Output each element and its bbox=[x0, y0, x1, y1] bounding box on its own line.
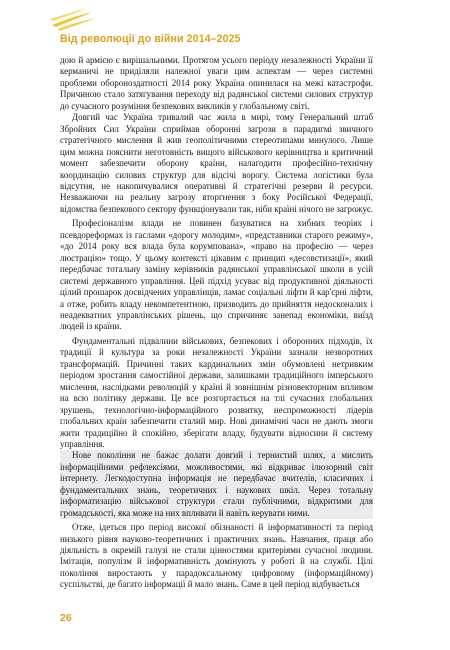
paragraph: Фундаментальні підвалини військових, безпекових і оборонних підходів, їх традиції й культура за роки незалежності України зазнали незворотних трансформацій. Причинні таких кардинальних змін обумовлені нетривким періодом зростання самостійної держави, залишками традиційного імперського мислення, наслідками революцій у країні й зовнішнім різновекторним впливом на всю політику держави. Це все розгортається на тлі сучасних глобальних зрушень, технологічно-інформаційного розвитку, неспроможності лідерів глобальних країн забезпечити сталий мир. Нові динамічні часи не дають змоги жити традиційно й спокійно, зберігати владу, будувати відносини й систему управління. bbox=[60, 335, 373, 449]
paragraph: Отже, ідеться про період високої обізнаності й інформативності та період низького рівня науково-теоретичних і практичних знань. Навчання, праця або діяльність в окремій галузі не стали цінностями критеріями сучасної людини. Імітація, популізм й інформативність домінують у роботі й на службі. Цілі покоління виростають у парадоксальному цифровому (інформаційному) суспільстві, де багато інформації й мало знань. Саме в цей період відбувається bbox=[60, 522, 373, 590]
paragraph: Професіоналізм влади не повинен базуватися на хибних теоріях і псевдореформах із гаслами «дорогу молодим», «представники старого режиму», «до 2014 року вся влада була корумпована», «право на професію — через люстрацію» тощо. У цьому контексті цікавим є принцип «десовєтизації», який передбачає тотальну заміну керівників радянської управлінської школи в усій системі державного управління. Цей підхід усуває від продуктивної діяльності цілий прошарок досвідчених управлінців, ламає соціальні ліфти й кар'єрні ліфти, а отже, робить владу некомпетентною, призводить до прийняття недосконалих і неадекватних управлінських рішень, що спричиняє занепад економіки, виїзд людей із країни. bbox=[60, 218, 373, 332]
running-title: Від революції до війни 2014–2025 bbox=[60, 33, 241, 45]
paragraph: Довгий час Україна тривалий час жила в мирі, тому Генеральний штаб Збройних Сил України сприймав оборонні загрози в парадигмі звичного стратегічного мислення й жив геополітичними стереотипами минулого. Лише цим можна пояснити неготовність вищого військового керівництва в критичний момент забезпечити оборону країни, налагодити професійно-технічну координацію силових структур для відсічі ворогу. Система логістики була відсутня, не накопичувалися оперативні й стратегічні резерви й ресурси. Незважаючи на реальну загрозу вторгнення з боку Російської Федерації, відомства безпекового сектору функціонували так, ніби країні нічого не загрожує. bbox=[60, 112, 373, 214]
body-text bbox=[60, 55, 373, 591]
flame-stroke-logo-icon bbox=[48, 3, 100, 33]
page-number: 26 bbox=[60, 612, 72, 624]
page-header bbox=[0, 0, 450, 52]
paragraph: дою й армією є вирішальними. Протягом усього періоду незалежності України її керманичі не приділяли належної уваги цим аспектам — через системні проблеми обороноздатності 2014 року Україна опинилася на межі катастрофи. Причиною стало затягування переходу від радянської системи силових структур до сучасного розуміння безпекових викликів у глобальному світі. bbox=[60, 55, 373, 111]
paragraph: Нове покоління не бажає долати довгий і тернистий шлях, а мислить інформаційними рефлексіями, можливостями, які відкриває ілюзорний світ інтернету. Легкодоступна інформація не передбачає вчителів, класичних і фундаментальних знань, теоретичних і наукових шкіл. Через тотальну інформатизацію військової структури стали публічними, відкритими для громадськості, яка може на них впливати й навіть керувати ними. bbox=[60, 450, 373, 518]
